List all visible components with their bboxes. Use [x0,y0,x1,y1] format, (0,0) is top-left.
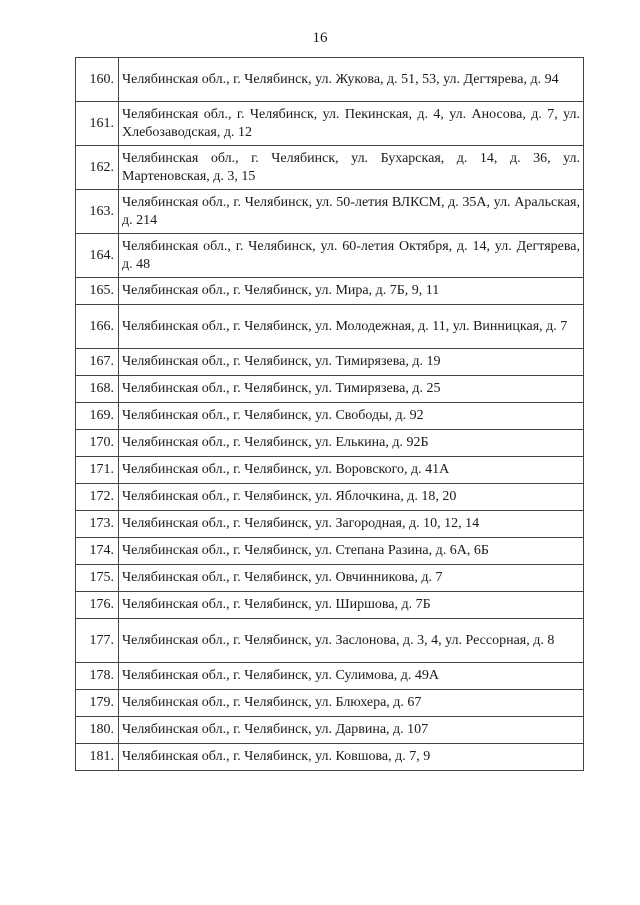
row-number: 163. [76,190,119,234]
row-number: 164. [76,234,119,278]
table-row [76,690,584,717]
address-text: Челябинская обл., г. Челябинск, ул. Дарвина, д. 107 [119,717,584,744]
address-text: Челябинская обл., г. Челябинск, ул. Елькина, д. 92Б [119,430,584,457]
row-number: 166. [76,305,119,349]
table-row [76,403,584,430]
table-row [76,565,584,592]
row-number: 178. [76,663,119,690]
table-row [76,102,584,146]
row-number: 161. [76,102,119,146]
row-number: 171. [76,457,119,484]
row-number: 175. [76,565,119,592]
row-number: 168. [76,376,119,403]
table-row [76,234,584,278]
table-row [76,146,584,190]
address-text: Челябинская обл., г. Челябинск, ул. Степана Разина, д. 6А, 6Б [119,538,584,565]
table-row [76,511,584,538]
address-text: Челябинская обл., г. Челябинск, ул. Бухарская, д. 14, д. 36, ул. Мартеновская, д. 3, 15 [119,146,584,190]
row-number: 172. [76,484,119,511]
address-text: Челябинская обл., г. Челябинск, ул. Свободы, д. 92 [119,403,584,430]
address-text: Челябинская обл., г. Челябинск, ул. Сулимова, д. 49А [119,663,584,690]
table-row [76,619,584,663]
address-table [75,57,584,771]
address-text: Челябинская обл., г. Челябинск, ул. Мира, д. 7Б, 9, 11 [119,278,584,305]
table-row [76,538,584,565]
address-text: Челябинская обл., г. Челябинск, ул. Жукова, д. 51, 53, ул. Дегтярева, д. 94 [119,58,584,102]
address-text: Челябинская обл., г. Челябинск, ул. Воровского, д. 41А [119,457,584,484]
address-text: Челябинская обл., г. Челябинск, ул. Заслонова, д. 3, 4, ул. Рессорная, д. 8 [119,619,584,663]
address-text: Челябинская обл., г. Челябинск, ул. Ковшова, д. 7, 9 [119,744,584,771]
table-row [76,430,584,457]
page-number: 16 [312,30,328,46]
row-number: 176. [76,592,119,619]
row-number: 179. [76,690,119,717]
row-number: 167. [76,349,119,376]
address-text: Челябинская обл., г. Челябинск, ул. Блюхера, д. 67 [119,690,584,717]
table-row [76,190,584,234]
row-number: 165. [76,278,119,305]
address-text: Челябинская обл., г. Челябинск, ул. Ширшова, д. 7Б [119,592,584,619]
table-row [76,663,584,690]
table-row [76,305,584,349]
address-text: Челябинская обл., г. Челябинск, ул. Молодежная, д. 11, ул. Винницкая, д. 7 [119,305,584,349]
address-text: Челябинская обл., г. Челябинск, ул. Яблочкина, д. 18, 20 [119,484,584,511]
address-text: Челябинская обл., г. Челябинск, ул. Загородная, д. 10, 12, 14 [119,511,584,538]
row-number: 169. [76,403,119,430]
row-number: 177. [76,619,119,663]
table-row [76,484,584,511]
table-row [76,376,584,403]
row-number: 160. [76,58,119,102]
address-text: Челябинская обл., г. Челябинск, ул. Тимирязева, д. 25 [119,376,584,403]
table-row [76,717,584,744]
table-row [76,349,584,376]
row-number: 170. [76,430,119,457]
address-text: Челябинская обл., г. Челябинск, ул. Пекинская, д. 4, ул. Аносова, д. 7, ул. Хлебозаводская, д. 12 [119,102,584,146]
address-text: Челябинская обл., г. Челябинск, ул. 50-летия ВЛКСМ, д. 35А, ул. Аральская, д. 214 [119,190,584,234]
address-text: Челябинская обл., г. Челябинск, ул. Тимирязева, д. 19 [119,349,584,376]
address-text: Челябинская обл., г. Челябинск, ул. 60-летия Октября, д. 14, ул. Дегтярева, д. 48 [119,234,584,278]
table-row [76,592,584,619]
row-number: 181. [76,744,119,771]
row-number: 173. [76,511,119,538]
table-row [76,58,584,102]
table-row [76,278,584,305]
table-row [76,457,584,484]
table-row [76,744,584,771]
row-number: 162. [76,146,119,190]
row-number: 180. [76,717,119,744]
address-text: Челябинская обл., г. Челябинск, ул. Овчинникова, д. 7 [119,565,584,592]
row-number: 174. [76,538,119,565]
